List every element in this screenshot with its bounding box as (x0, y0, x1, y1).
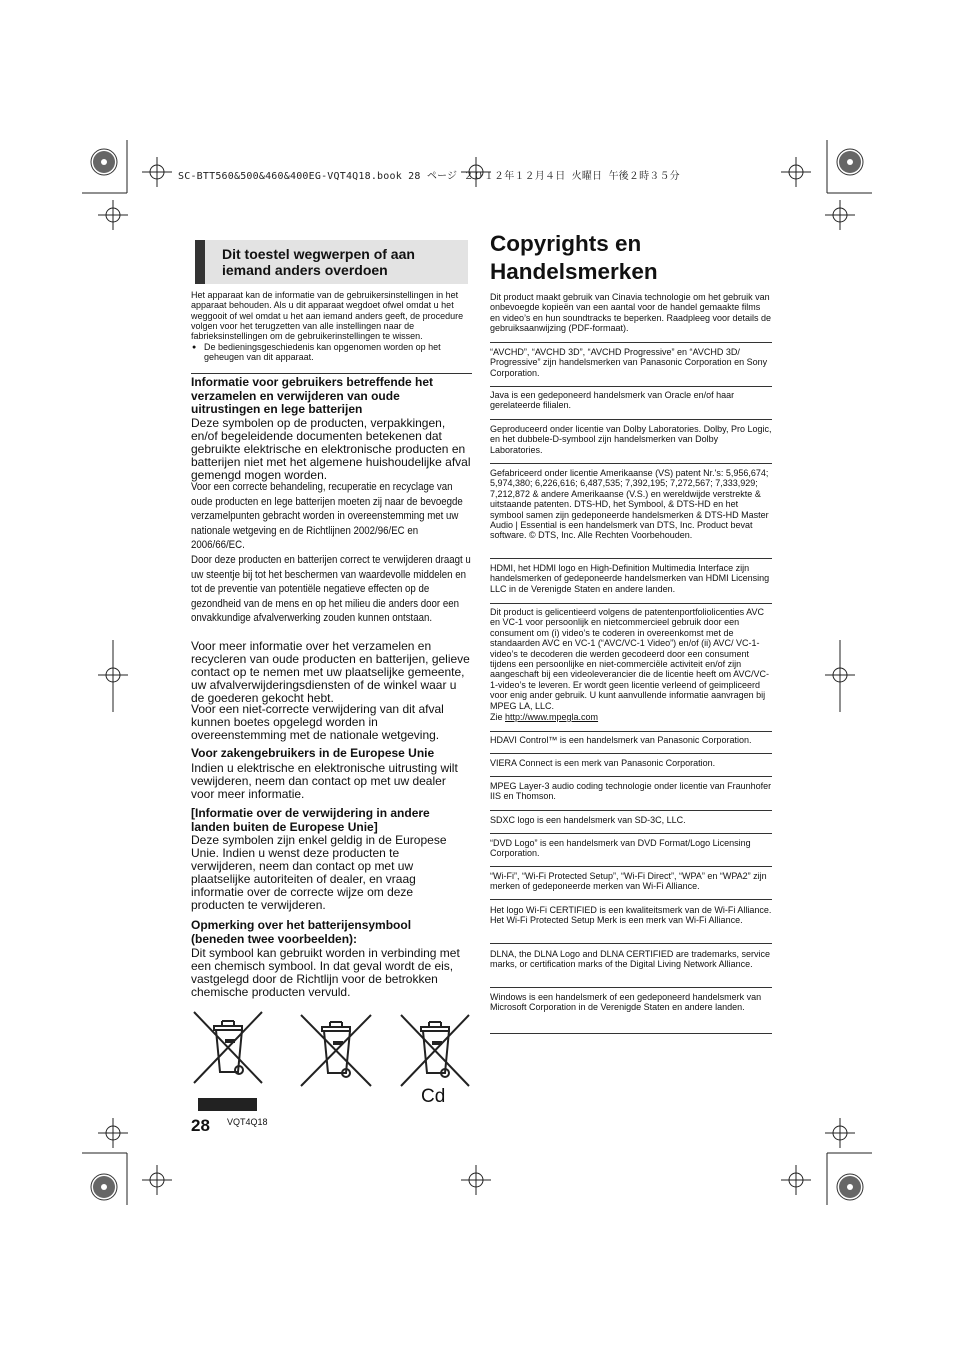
registration-mark-icon (98, 1118, 128, 1148)
info-heading: Informatie voor gebruikers betreffende het verzamelen en verwijderen van oude uitrustingen en lege batterijen (191, 375, 434, 416)
print-header: SC-BTT560&500&460&400EG-VQT4Q18.book 28 ページ ２０１２年１２月４日 火曜日 午後２時３５分 (178, 171, 680, 182)
divider (490, 603, 772, 604)
divider (490, 899, 772, 900)
registration-mark-icon (461, 157, 491, 187)
business-heading: Voor zakengebruikers in de Europese Unie (191, 746, 435, 760)
divider (490, 776, 772, 777)
registration-mark-icon (142, 157, 172, 187)
starburst-target-icon (837, 1174, 863, 1200)
divider (490, 419, 772, 420)
registration-mark-icon (825, 200, 855, 230)
registration-mark-icon (142, 1165, 172, 1195)
mpeg-link-line (490, 712, 772, 722)
divider (490, 731, 772, 732)
trademark-block: SDXC logo is een handelsmerk van SD-3C, LLC. (490, 815, 686, 825)
section-header (195, 240, 468, 284)
page-title: Copyrights en Handelsmerken (490, 231, 658, 284)
trademark-block: Java is een gedeponeerd handelsmerk van Oracle en/of haar gerelateerde filialen. (490, 390, 735, 411)
divider (490, 987, 772, 988)
info-paragraph: Voor een correcte behandeling, recuperatie en recyclage van oude producten en lege batterijen moeten zij naar de bevoegde verzamelpunten gebracht worden in overeenstemming met uw nationale wetgeving en de Richtlijnen 2002/96/EC en 2006/66/EC. (191, 481, 463, 551)
divider (490, 558, 772, 559)
divider (490, 833, 772, 834)
info-paragraph: Deze symbolen op de producten, verpakkingen, en/of begeleidende documenten betekenen dat gebruikte elektrische en elektronische producten en batterijen niet met het algemene huishoudelijke afval gemengd mogen worden. (191, 416, 471, 482)
trademark-block: Gefabriceerd onder licentie Amerikaanse (VS) patent Nr.'s: 5,956,674; 5,974,380; 6,226,616; 6,487,535; 7,392,195; 7,272,567; 7,333,929; 7,212,872 & andere Amerikaanse (V.S.) en wereldwijde verstrekte & uitstaande patenten. DTS-HD, het Symbool, & DTS-HD en het symbool samen zijn gedeponeerde handelsmerken & DTS-HD Master Audio | Essential is een handelsmerk van DTS, Inc. Product bevat software. © DTS, Inc. Alle Rechten Voorbehouden. (490, 468, 769, 541)
battery-text: Dit symbool kan gebruikt worden in verbinding met een chemisch symbool. In dat geval wordt de eis, vastgelegd door de Richtlijn voor de betrokken chemische producten vervuld. (191, 946, 460, 999)
divider (490, 753, 772, 754)
trademark-block: “DVD Logo” is een handelsmerk van DVD Format/Logo Licensing Corporation. (490, 838, 751, 859)
battery-heading: Opmerking over het batterijensymbool (beneden twee voorbeelden): (191, 918, 412, 946)
starburst-target-icon (91, 1174, 117, 1200)
battery-bin-cd-icon (399, 1013, 471, 1088)
trademark-block: HDMI, het HDMI logo en High-Definition Multimedia Interface zijn handelsmerken of gedeponeerde handelsmerken van HDMI Licensing LLC in de Verenigde Staten en andere landen. (490, 563, 770, 594)
chemical-symbol: Cd (421, 1086, 446, 1107)
outside-eu-text: Deze symbolen zijn enkel geldig in de Europese Unie. Indien u wenst deze producten te verwijderen, neem dan contact op met uw plaatselijke autoriteiten of dealer, en vraag informatie over de correcte wijze om deze producten te verwijderen. (191, 833, 447, 912)
trademark-block: “AVCHD”, “AVCHD 3D”, “AVCHD Progressive” en “AVCHD 3D/ Progressive” zijn handelsmerken van Panasonic Corporation en Sony Corporation. (490, 347, 768, 378)
divider (490, 943, 772, 944)
bullet-note: ● De bedieningsgeschiedenis kan opgenomen worden op het geheugen van dit apparaat. (204, 342, 466, 363)
trademark-block: MPEG Layer-3 audio coding technologie onder licentie van Fraunhofer IIS en Thomson. (490, 781, 772, 802)
trademark-block: Dit product maakt gebruik van Cinavia technologie om het gebruik van onbevoegde kopieën van een aantal voor de handel gemaakte films en video’s en hun soundtracks te beperken. Raadpleeg voor details de gebruiksaanwijzing (PDF-formaat). (490, 292, 772, 334)
registration-mark-icon (98, 200, 128, 230)
registration-mark-icon (781, 157, 811, 187)
info-paragraph: Voor een niet-correcte verwijdering van dit afval kunnen boetes opgelegd worden in overeenstemming met de nationale wetgeving. (191, 702, 444, 742)
registration-mark-icon (781, 1165, 811, 1195)
mpeg-link-prefix: Zie (490, 712, 506, 722)
trademark-block: “Wi-Fi”, “Wi-Fi Protected Setup”, “Wi-Fi Direct”, “WPA” en “WPA2” zijn merken of gedeponeerde merken van Wi-Fi Alliance. (490, 871, 767, 892)
trademark-block: Geproduceerd onder licentie van Dolby Laboratories. Dolby, Pro Logic, en het dubbele-D-symbool zijn handelsmerken van Dolby Laboratories. (490, 424, 772, 455)
info-paragraph: Voor meer informatie over het verzamelen en recycleren van oude producten en batterijen, gelieve contact op te nemen met uw plaatselijke gemeente, uw afvalverwijderingsdiensten of de winkel waar u de goederen gekocht hebt. (191, 639, 470, 705)
trademark-block: HDAVI Control™ is een handelsmerk van Panasonic Corporation. (490, 735, 752, 745)
trademark-block: Het logo Wi-Fi CERTIFIED is een kwaliteitsmerk van de Wi-Fi Alliance. Het Wi-Fi Protected Setup Merk is een merk van Wi-Fi Alliance. (490, 905, 772, 926)
trademark-block: Windows is een handelsmerk of een gedeponeerd handelsmerk van Microsoft Corporation in de Verenigde Staten en andere landen. (490, 992, 762, 1013)
outside-eu-heading: [Informatie over de verwijdering in andere landen buiten de Europese Unie] (191, 806, 430, 834)
registration-mark-icon (461, 1165, 491, 1195)
section-header-bar (195, 240, 205, 284)
divider (490, 810, 772, 811)
divider (490, 1033, 772, 1034)
model-code: VQT4Q18 (227, 1117, 268, 1127)
divider (490, 342, 772, 343)
starburst-target-icon (91, 149, 117, 175)
trademark-block: DLNA, the DLNA Logo and DLNA CERTIFIED are trademarks, service marks, or certification marks of the Digital Living Network Alliance. (490, 949, 770, 970)
section-title: Dit toestel wegwerpen of aan iemand anders overdoen (222, 246, 415, 278)
divider (490, 463, 772, 464)
business-text: Indien u elektrische en elektronische uitrusting wilt vewijderen, neem dan contact op met uw dealer voor meer informatie. (191, 761, 458, 801)
divider (490, 386, 772, 387)
registration-mark-icon (825, 1118, 855, 1148)
page-number: 28 (191, 1116, 210, 1135)
battery-bin-icon (299, 1013, 373, 1088)
divider (490, 866, 772, 867)
mpeg-link[interactable]: http://www.mpegla.com (505, 712, 599, 722)
info-paragraph: Door deze producten en batterijen correct te verwijderen draagt u uw steentje bij tot het beschermen van waardevolle middelen en tot de preventie van potentiële negatieve effecten op de gezondheid van de mens en op het milieu die anders door een onvakkundige afvalverwerking zouden kunnen ontstaan. (191, 554, 471, 624)
divider (191, 373, 472, 374)
trademark-block: Dit product is gelicentieerd volgens de patentenportfoliolicenties AVC en VC-1 voor persoonlijk en nietcommercieel gebruik door een consument om (i) video’s te coderen in overeenkomst met de standaarden AVC en VC-1 (“AVC/VC-1 Video”) en/of (ii) AVC/ VC-1-video’s te decoderen die werden gecodeerd door een consument tijdens een persoonlijke en niet-commerciële activiteit en/of zijn aangeschaft bij een videoleverancier die de licentie heeft om AVC/VC-1-video’s te leveren. Er wordt geen licentie verleend of geimpliceerd voor enig ander gebruik. U kunt aanvullende informatie aanvragen bij MPEG LA, LLC. (490, 607, 769, 711)
weee-bin-icon (192, 1010, 264, 1085)
page-number-bar (198, 1098, 257, 1111)
intro-text: Het apparaat kan de informatie van de gebruikersinstellingen in het apparaat behouden. Als u dit apparaat wegdoet ofwel omdat u het weggooit of wel omdat u het aan iemand anders geeft, de procedure volgen voor het terugzetten van alle instellingen naar de fabrieksinstellingen om de gebruikerinstellingen te wissen. (191, 290, 464, 342)
trademark-block: VIERA Connect is een merk van Panasonic Corporation. (490, 758, 716, 768)
starburst-target-icon (837, 149, 863, 175)
